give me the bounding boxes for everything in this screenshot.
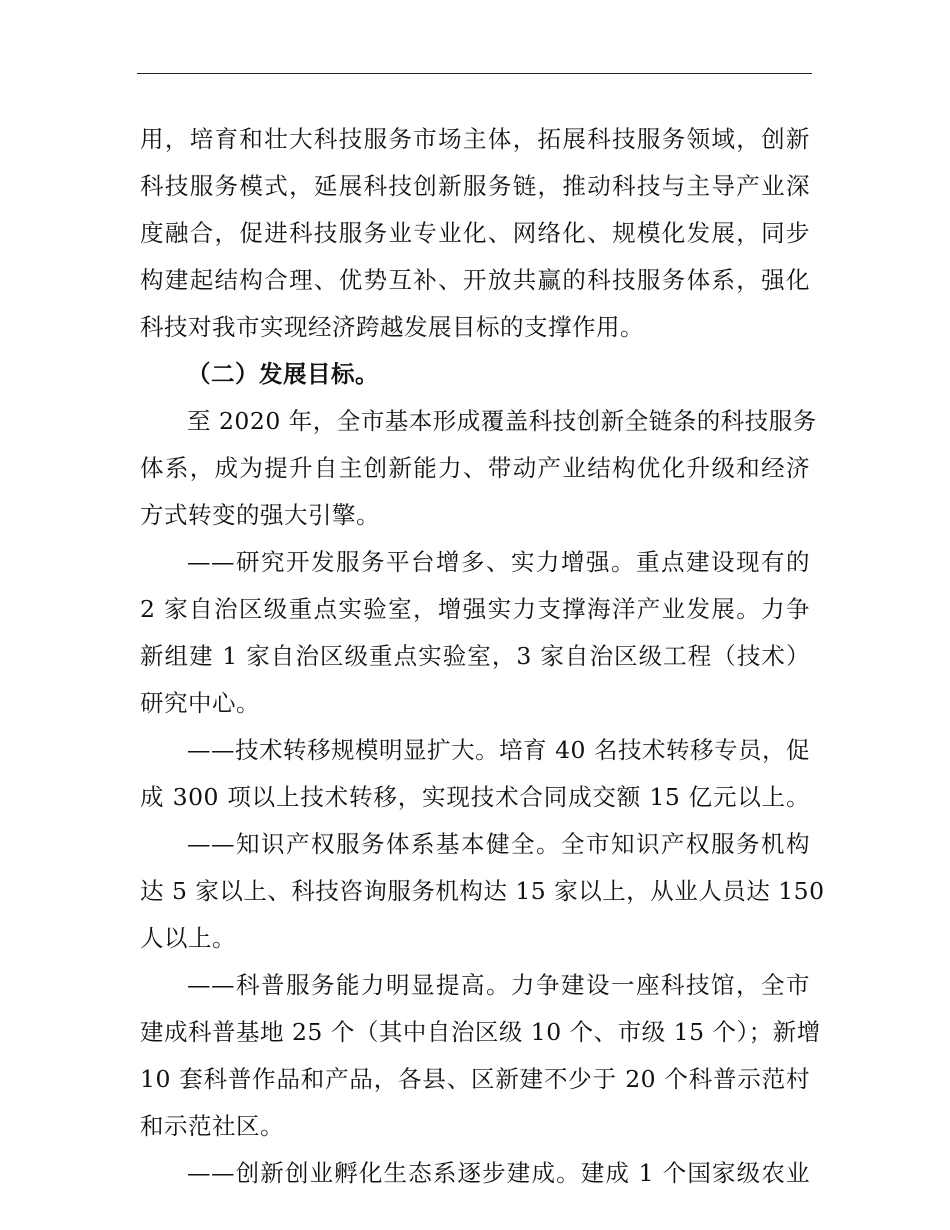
text-line: 达 5 家以上、科技咨询服务机构达 15 家以上，从业人员达 150 [140, 877, 825, 905]
text-line: 科技对我市实现经济跨越发展目标的支撑作用。 [140, 313, 644, 341]
text-line: 新组建 1 家自治区级重点实验室，3 家自治区级工程（技术） [140, 642, 810, 670]
body-text [140, 116, 825, 1197]
text-line: ——知识产权服务体系基本健全。全市知识产权服务机构 [187, 830, 810, 858]
section-heading: （二）发展目标。 [187, 360, 379, 388]
text-line: 科技服务模式，延展科技创新服务链，推动科技与主导产业深 [140, 172, 810, 200]
text-line: ——科普服务能力明显提高。力争建设一座科技馆，全市 [187, 971, 810, 999]
text-line: 构建起结构合理、优势互补、开放共赢的科技服务体系，强化 [140, 266, 810, 294]
text-line: 人以上。 [140, 924, 236, 952]
text-line: 建成科普基地 25 个（其中自治区级 10 个、市级 15 个）；新增 [140, 1018, 821, 1046]
text-line: 至 2020 年，全市基本形成覆盖科技创新全链条的科技服务 [187, 407, 817, 435]
header-rule [137, 73, 812, 74]
text-line: 用，培育和壮大科技服务市场主体，拓展科技服务领域，创新 [140, 125, 810, 153]
text-line: 体系，成为提升自主创新能力、带动产业结构优化升级和经济 [140, 454, 810, 482]
text-line: ——研究开发服务平台增多、实力增强。重点建设现有的 [187, 548, 810, 576]
text-line: 成 300 项以上技术转移，实现技术合同成交额 15 亿元以上。 [140, 783, 810, 811]
text-line: 度融合，促进科技服务业专业化、网络化、规模化发展，同步 [140, 219, 810, 247]
text-line: 研究中心。 [140, 689, 260, 717]
text-line: 方式转变的强大引擎。 [140, 501, 380, 529]
text-line: 和示范社区。 [140, 1112, 284, 1140]
text-line: ——创新创业孵化生态系逐步建成。建成 1 个国家级农业 [187, 1159, 810, 1187]
text-line: 2 家自治区级重点实验室，增强实力支撑海洋产业发展。力争 [140, 595, 810, 623]
text-line: 10 套科普作品和产品，各县、区新建不少于 20 个科普示范村 [140, 1065, 810, 1093]
text-line: ——技术转移规模明显扩大。培育 40 名技术转移专员，促 [187, 736, 810, 764]
